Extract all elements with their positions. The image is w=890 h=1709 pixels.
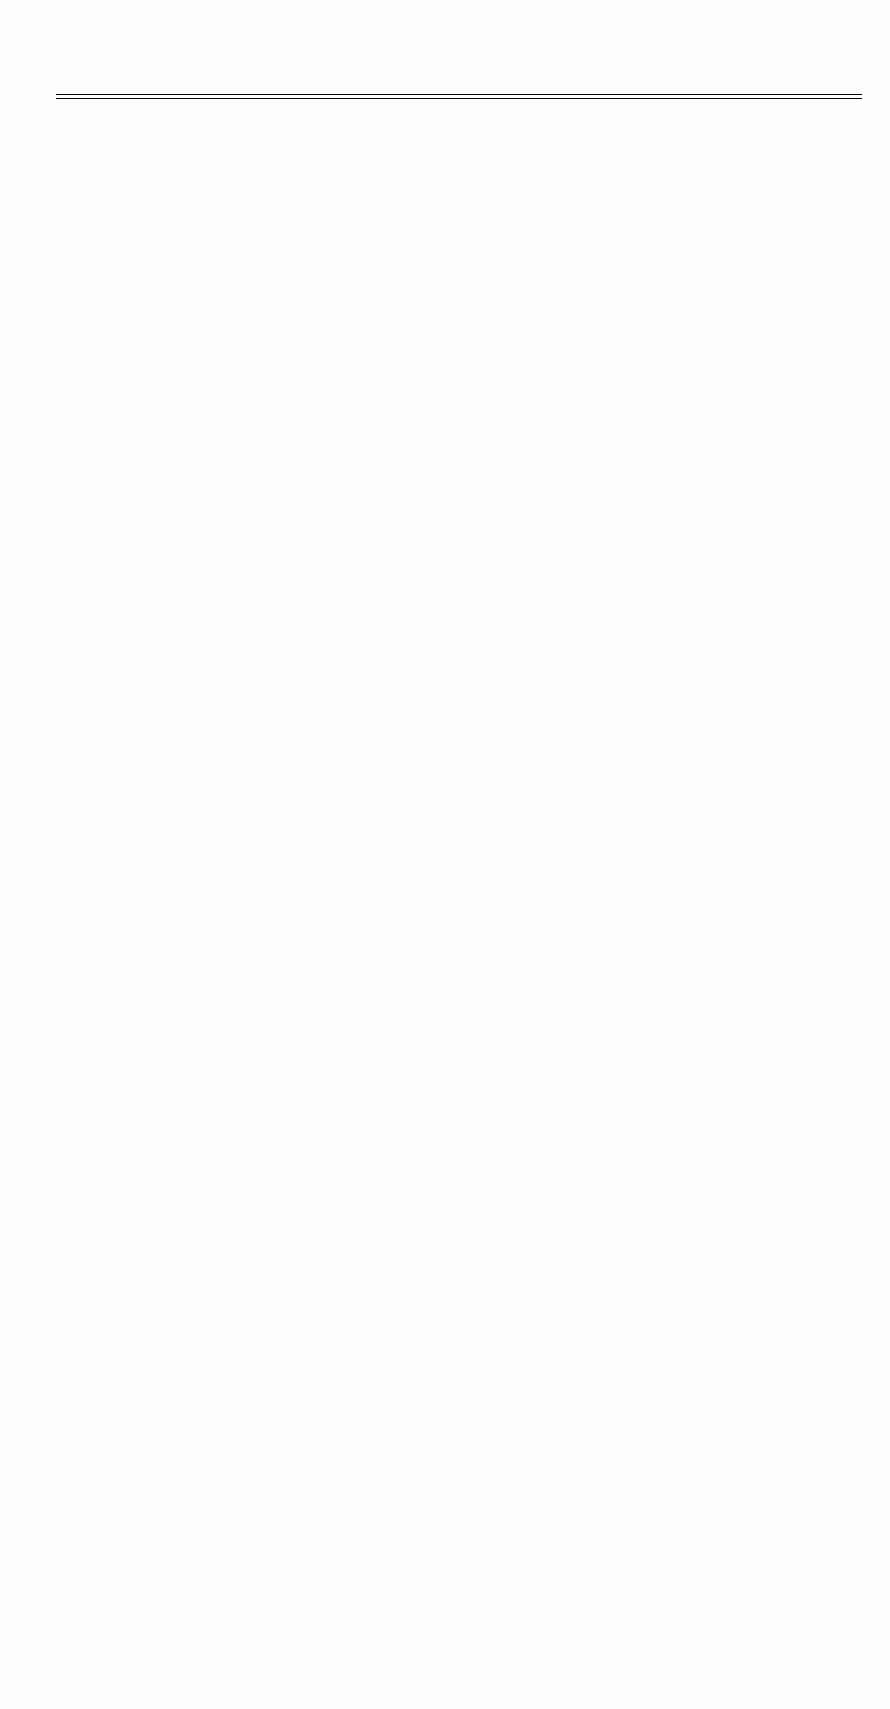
cytogenetic-band-box[interactable]	[56, 94, 862, 99]
